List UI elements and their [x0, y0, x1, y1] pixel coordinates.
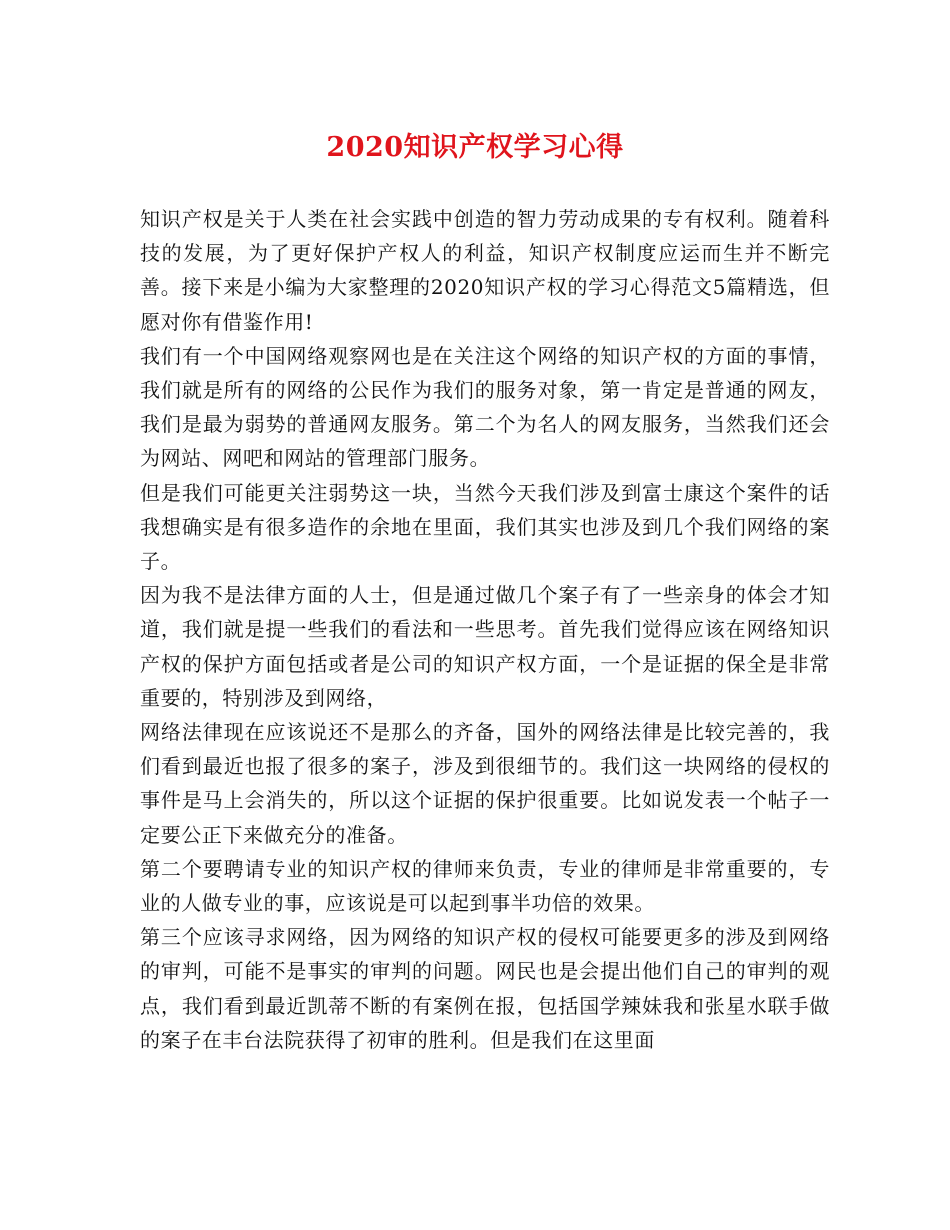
paragraph-network-law: 网络法律现在应该说还不是那么的齐备，国外的网络法律是比较完善的，我们看到最近也报了很多的案子，涉及到很细节的。我们这一块网络的侵权的事件是马上会消失的，所以这个证据的保护很重要。比如说发表一个帖子一定要公正下来做充分的准备。: [140, 720, 830, 847]
paragraph-evidence-preservation: 因为我不是法律方面的人士，但是通过做几个案子有了一些亲身的体会才知道，我们就是提一些我们的看法和一些思考。首先我们觉得应该在网络知识产权的保护方面包括或者是公司的知识产权方面，一个是证据的保全是非常重要的，特别涉及到网络，: [140, 583, 830, 710]
paragraph-network-observation: 我们有一个中国网络观察网也是在关注这个网络的知识产权的方面的事情，我们就是所有的网络的公民作为我们的服务对象，第一肯定是普通的网友，我们是最为弱势的普通网友服务。第二个为名人的网友服务，当然我们还会为网站、网吧和网站的管理部门服务。: [140, 343, 830, 471]
paragraph-professional-lawyer: 第二个要聘请专业的知识产权的律师来负责，专业的律师是非常重要的，专业的人做专业的事，应该说是可以起到事半功倍的效果。: [140, 856, 830, 916]
paragraph-network-trial: 第三个应该寻求网络，因为网络的知识产权的侵权可能要更多的涉及到网络的审判，可能不是事实的审判的问题。网民也是会提出他们自己的审判的观点，我们看到最近凯蒂不断的有案例在报，包括国学辣妹我和张星水联手做的案子在丰台法院获得了初审的胜利。但是我们在这里面: [140, 925, 830, 1052]
paragraph-intro: 知识产权是关于人类在社会实践中创造的智力劳动成果的专有权利。随着科技的发展，为了更好保护产权人的利益，知识产权制度应运而生并不断完善。接下来是小编为大家整理的2020知识产权的学习心得范文5篇精选，但愿对你有借鉴作用!: [140, 207, 830, 334]
paragraph-weak-party: 但是我们可能更关注弱势这一块，当然今天我们涉及到富士康这个案件的话我想确实是有很多造作的余地在里面，我们其实也涉及到几个我们网络的案子。: [140, 480, 830, 574]
document-title: 2020知识产权学习心得: [326, 132, 624, 163]
document-body: [140, 202, 830, 1057]
